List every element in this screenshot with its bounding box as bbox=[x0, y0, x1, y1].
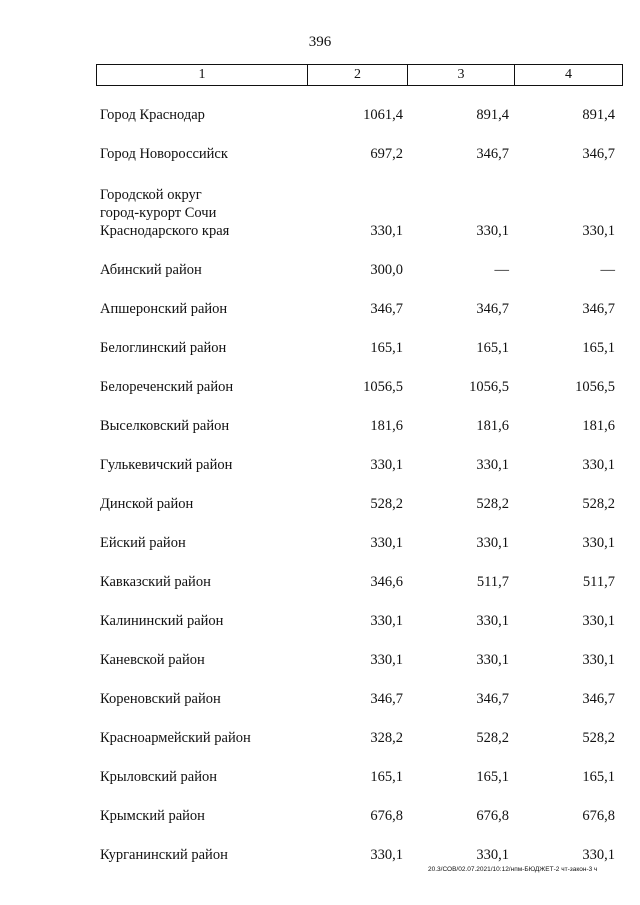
region-name: Гулькевичский район bbox=[100, 457, 233, 473]
region-name: Курганинский район bbox=[100, 847, 228, 863]
column-header-2: 2 bbox=[308, 65, 408, 86]
value-column-4: 511,7 bbox=[582, 574, 615, 590]
value-column-3: 330,1 bbox=[476, 613, 509, 629]
value-column-3: 528,2 bbox=[476, 730, 509, 746]
value-column-3: 346,7 bbox=[476, 146, 509, 162]
value-column-3: 330,1 bbox=[476, 457, 509, 473]
value-column-3: 511,7 bbox=[476, 574, 509, 590]
value-column-2: 330,1 bbox=[370, 652, 403, 668]
value-column-2: 165,1 bbox=[370, 769, 403, 785]
region-name: Калининский район bbox=[100, 613, 224, 629]
value-column-4: 1056,5 bbox=[575, 379, 615, 395]
value-column-2: 330,1 bbox=[370, 457, 403, 473]
region-name: Крыловский район bbox=[100, 769, 217, 785]
value-column-2: 528,2 bbox=[370, 496, 403, 512]
value-column-3: 330,1 bbox=[476, 223, 509, 239]
value-column-3: 181,6 bbox=[476, 418, 509, 434]
region-name: Апшеронский район bbox=[100, 301, 228, 317]
value-column-4: 165,1 bbox=[582, 769, 615, 785]
value-column-3: 330,1 bbox=[476, 652, 509, 668]
value-column-4: 528,2 bbox=[582, 730, 615, 746]
value-column-2: 697,2 bbox=[370, 146, 403, 162]
value-column-3: 346,7 bbox=[476, 691, 509, 707]
value-column-2: 181,6 bbox=[370, 418, 403, 434]
value-column-4: — bbox=[600, 262, 615, 278]
value-column-3: — bbox=[494, 262, 509, 278]
value-column-4: 330,1 bbox=[582, 457, 615, 473]
column-header-1: 1 bbox=[97, 65, 308, 86]
page-number: 396 bbox=[308, 34, 332, 50]
value-column-2: 330,1 bbox=[370, 613, 403, 629]
region-name: Каневской район bbox=[100, 652, 205, 668]
value-column-3: 165,1 bbox=[476, 769, 509, 785]
value-column-2: 676,8 bbox=[370, 808, 403, 824]
value-column-3: 1056,5 bbox=[469, 379, 509, 395]
value-column-2: 346,6 bbox=[370, 574, 403, 590]
region-name: Кореновский район bbox=[100, 691, 221, 707]
value-column-4: 676,8 bbox=[582, 808, 615, 824]
value-column-3: 330,1 bbox=[476, 847, 509, 863]
region-name: Крымский район bbox=[100, 808, 205, 824]
value-column-2: 330,1 bbox=[370, 847, 403, 863]
region-name: Ейский район bbox=[100, 535, 186, 551]
value-column-3: 528,2 bbox=[476, 496, 509, 512]
table-header bbox=[96, 64, 623, 86]
value-column-2: 330,1 bbox=[370, 535, 403, 551]
value-column-4: 330,1 bbox=[582, 535, 615, 551]
value-column-2: 328,2 bbox=[370, 730, 403, 746]
value-column-4: 528,2 bbox=[582, 496, 615, 512]
region-name: Красноармейский район bbox=[100, 730, 251, 746]
region-name: Абинский район bbox=[100, 262, 202, 278]
region-name: Городской округ город-курорт Сочи Краснодарского края bbox=[100, 187, 230, 239]
region-name: Выселковский район bbox=[100, 418, 230, 434]
value-column-2: 1061,4 bbox=[363, 107, 403, 123]
value-column-3: 891,4 bbox=[476, 107, 509, 123]
value-column-2: 1056,5 bbox=[363, 379, 403, 395]
region-name: Город Новороссийск bbox=[100, 146, 228, 162]
region-name: Кавказский район bbox=[100, 574, 211, 590]
value-column-3: 165,1 bbox=[476, 340, 509, 356]
value-column-4: 330,1 bbox=[582, 847, 615, 863]
value-column-4: 330,1 bbox=[582, 613, 615, 629]
value-column-4: 330,1 bbox=[582, 223, 615, 239]
value-column-3: 676,8 bbox=[476, 808, 509, 824]
value-column-4: 346,7 bbox=[582, 146, 615, 162]
value-column-2: 346,7 bbox=[370, 691, 403, 707]
value-column-4: 891,4 bbox=[582, 107, 615, 123]
region-name: Белореченский район bbox=[100, 379, 234, 395]
value-column-2: 300,0 bbox=[370, 262, 403, 278]
value-column-3: 330,1 bbox=[476, 535, 509, 551]
column-header-3: 3 bbox=[408, 65, 515, 86]
value-column-4: 330,1 bbox=[582, 652, 615, 668]
table-row bbox=[96, 86, 618, 864]
value-column-4: 181,6 bbox=[582, 418, 615, 434]
value-column-4: 346,7 bbox=[582, 691, 615, 707]
region-name: Город Краснодар bbox=[100, 107, 205, 123]
value-column-4: 346,7 bbox=[582, 301, 615, 317]
region-name: Белоглинский район bbox=[100, 340, 227, 356]
value-column-2: 165,1 bbox=[370, 340, 403, 356]
value-column-2: 346,7 bbox=[370, 301, 403, 317]
value-column-3: 346,7 bbox=[476, 301, 509, 317]
column-header-4: 4 bbox=[515, 65, 623, 86]
value-column-4: 165,1 bbox=[582, 340, 615, 356]
value-column-2: 330,1 bbox=[370, 223, 403, 239]
region-name: Динской район bbox=[100, 496, 194, 512]
document-footer-code: 20.3/СОВ/02.07.2021/10:12/нпм-БЮДЖЕТ-2 чт-закон-3 ч bbox=[428, 866, 598, 873]
budget-table bbox=[96, 64, 618, 863]
